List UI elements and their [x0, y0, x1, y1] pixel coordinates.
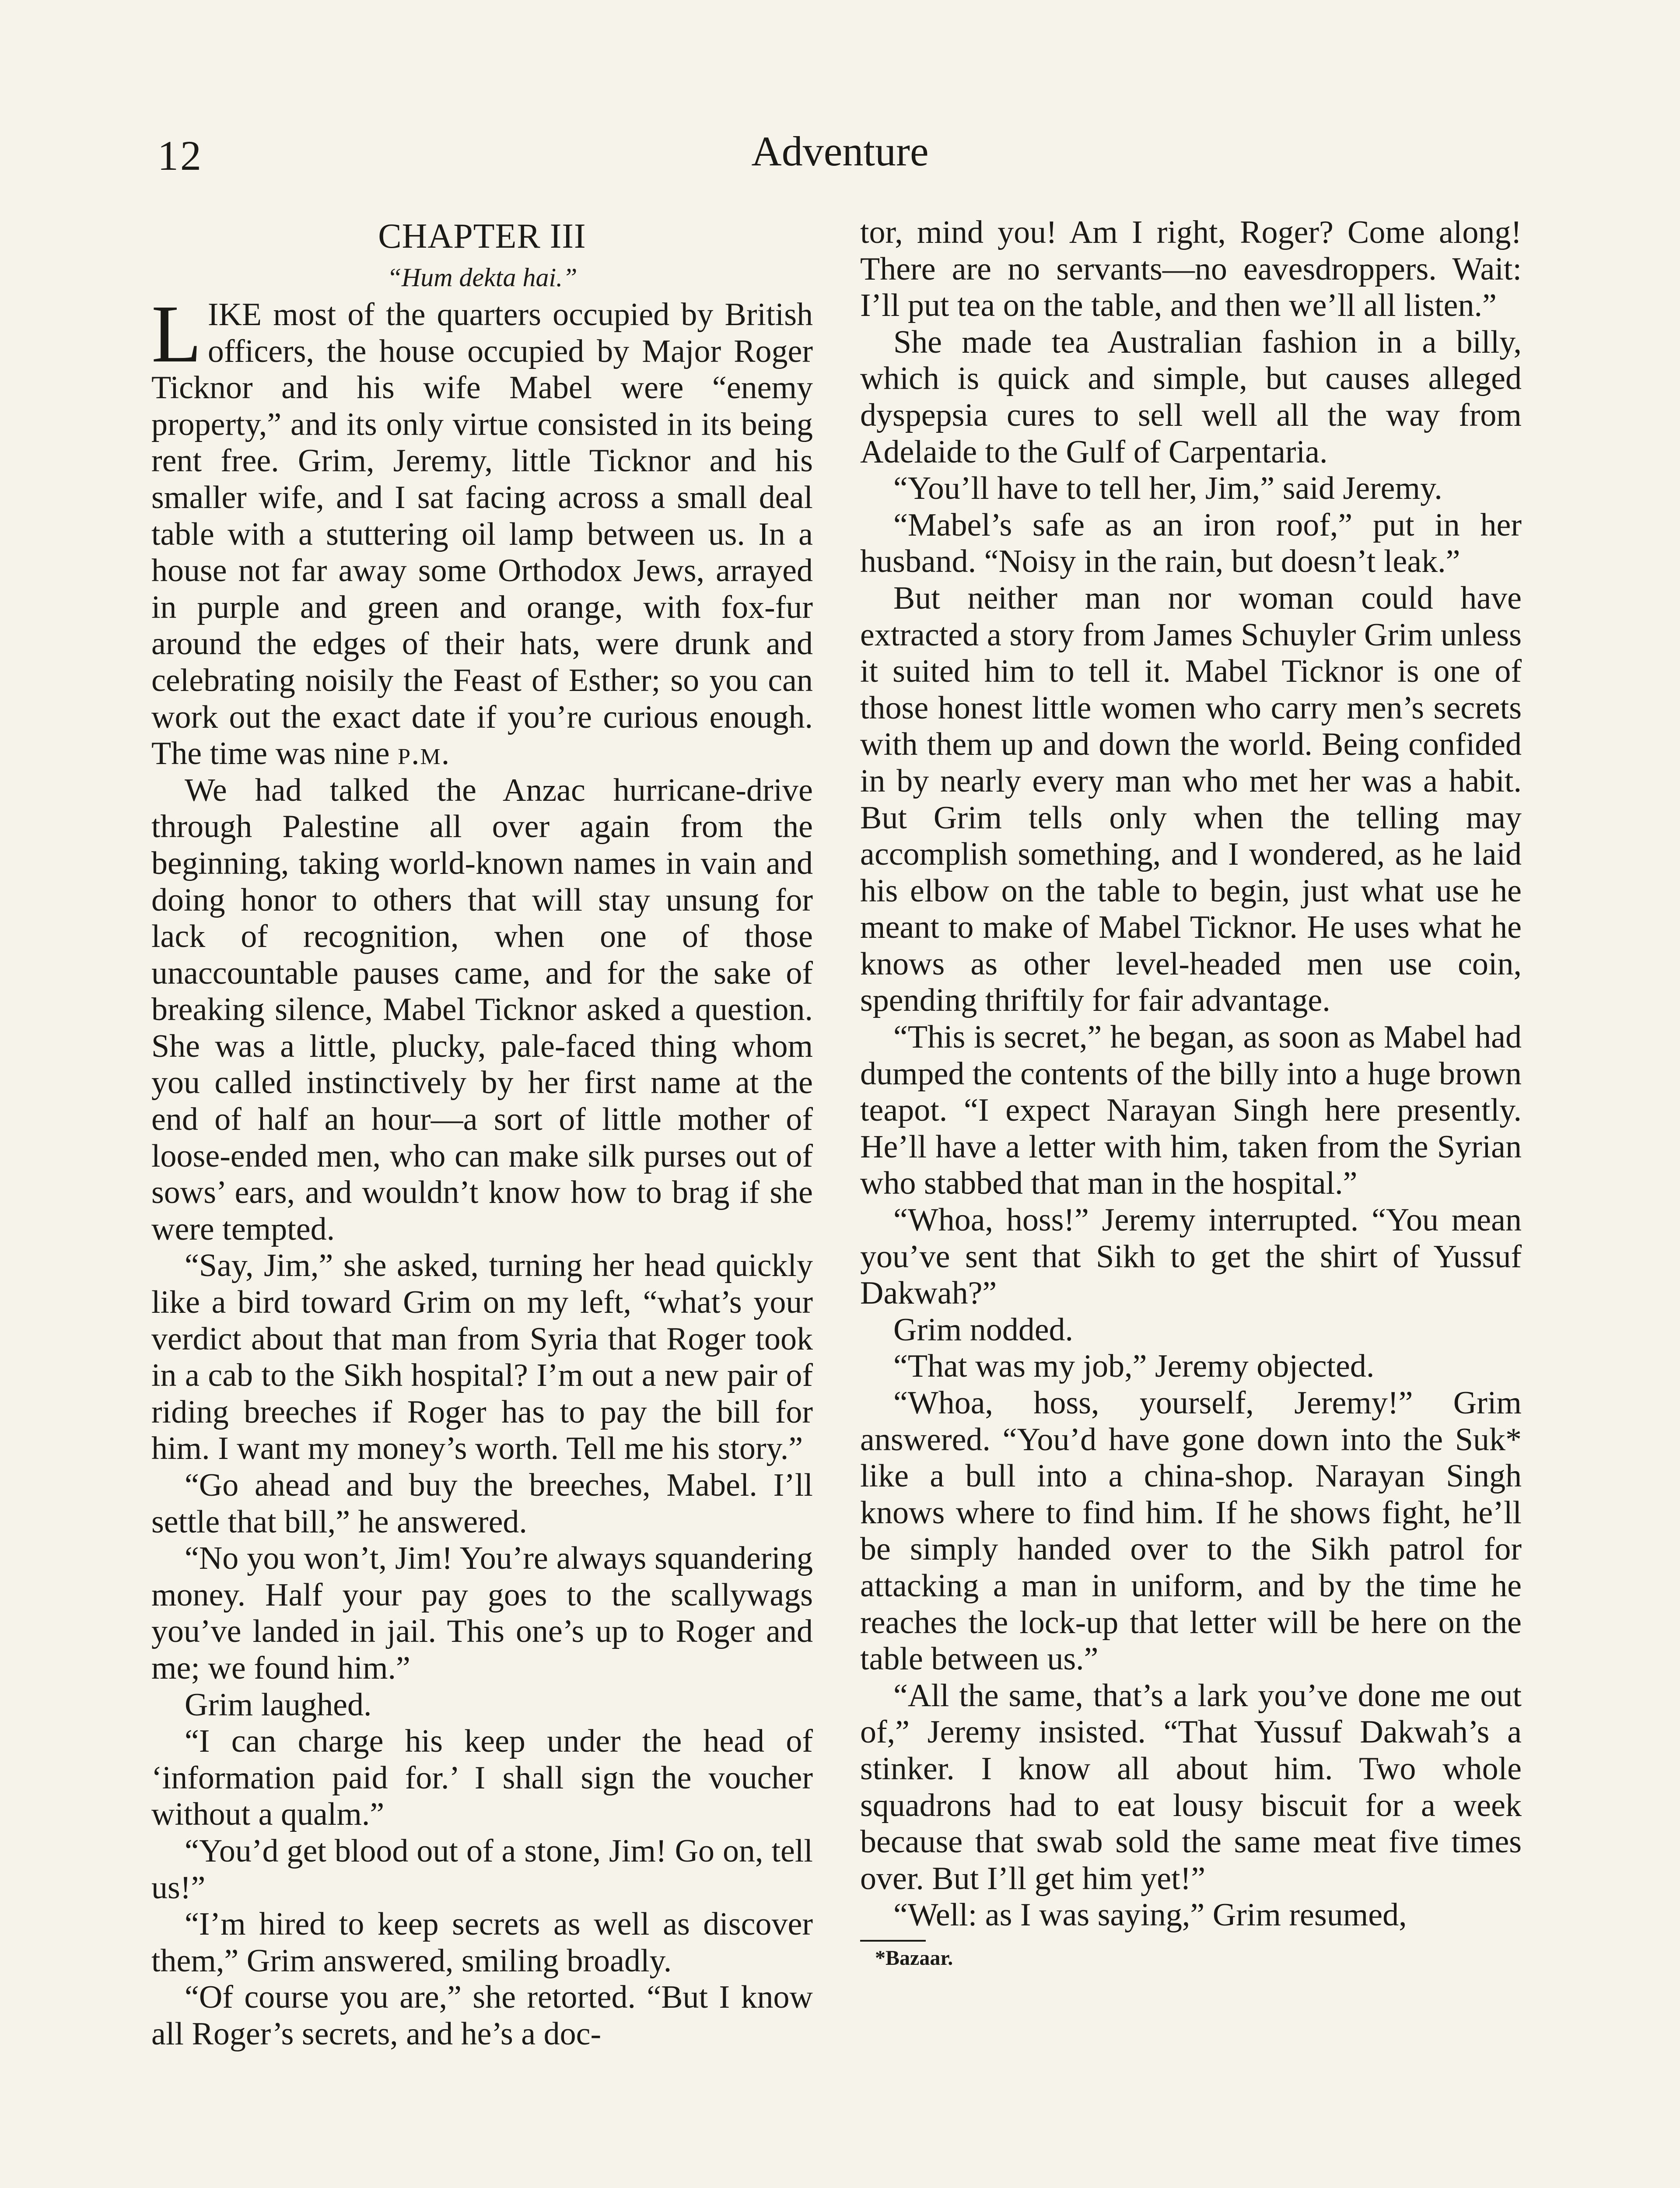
paragraph: Grim laughed.	[185, 1687, 372, 1723]
paragraph: “That was my job,” Jeremy objected.	[893, 1348, 1375, 1385]
right-column	[860, 214, 1522, 1971]
paragraph: “I can charge his keep under the head of ‘information paid for.’ I shall sign the voucher without a qualm.”	[151, 1723, 813, 1833]
footnote-rule	[860, 1940, 926, 1942]
chapter-title: CHAPTER III	[378, 217, 586, 256]
paragraph: “All the same, that’s a lark you’ve done me out of,” Jeremy insisted. “That Yussuf Dakwah’s a stinker. I know all about him. Two whole squadrons had to eat lousy biscuit for a week because that swab sold the same meat five times over. But I’ll get him yet!”	[860, 1677, 1522, 1897]
footnote: *Bazaar.	[875, 1946, 953, 1970]
paragraph: “Go ahead and buy the breeches, Mabel. I’ll settle that bill,” he answered.	[151, 1467, 813, 1540]
paragraph: “Of course you are,” she retorted. “But I know all Roger’s secrets, and he’s a doc-	[151, 1979, 813, 2052]
magazine-title: Adventure	[751, 128, 929, 175]
paragraph: Grim nodded.	[893, 1311, 1074, 1348]
paragraph: “You’ll have to tell her, Jim,” said Jeremy.	[893, 470, 1442, 507]
paragraph: But neither man nor woman could have extracted a story from James Schuyler Grim unless it suited him to tell it. Mabel Ticknor is one of those honest little women who carry men’s secrets with them up and down the world. Being confided in by nearly every man who met her was a habit. But Grim tells only when the telling may accomplish something, and I wondered, as he laid his elbow on the table to begin, just what use he meant to make of Mabel Ticknor. He uses what he knows as other level-headed men use coin, spending thriftily for fair advantage.	[860, 580, 1522, 1019]
paragraph: “Whoa, hoss!” Jeremy interrupted. “You mean you’ve sent that Sikh to get the shirt of Yussuf Dakwah?”	[860, 1202, 1522, 1311]
paragraph: “You’d get blood out of a stone, Jim! Go on, tell us!”	[151, 1833, 813, 1906]
paragraph: She made tea Australian fashion in a billy, which is quick and simple, but causes alleged dyspepsia cures to sell well all the way from Adelaide to the Gulf of Carpentaria.	[860, 324, 1522, 470]
paragraph: We had talked the Anzac hurricane-drive through Palestine all over again from the beginning, taking world-known names in vain and doing honor to others that will stay unsung for lack of recognition, when one of those unaccountable pauses came, and for the sake of breaking silence, Mabel Ticknor asked a question. She was a little, plucky, pale-faced thing whom you called instinctively by her first name at the end of half an hour—a sort of little mother of loose-ended men, who can make silk purses out of sows’ ears, and wouldn’t know how to brag if she were tempted.	[151, 772, 813, 1247]
paragraph-text: IKE most of the quarters occupied by British officers, the house occupied by Major Roger Ticknor and his wife Mabel were “enemy property,” and its only virtue consisted in its being rent free. Grim, Jeremy, little Ticknor and his smaller wife, and I sat facing across a small deal table with a stuttering oil lamp between us. In a house not far away some Orthodox Jews, arrayed in purple and green and orange, with fox-fur around the edges of their hats, were drunk and celebrating noisily the Feast of Esther; so you can work out the exact date if you’re curious enough. The time was nine	[151, 297, 813, 772]
chapter-epigraph: “Hum dekta hai.”	[387, 263, 578, 292]
paragraph: “This is secret,” he began, as soon as Mabel had dumped the contents of the billy into a huge brown teapot. “I expect Narayan Singh here presently. He’ll have a letter with him, taken from the Syrian who stabbed that man in the hospital.”	[860, 1019, 1522, 1202]
left-column	[151, 214, 813, 2053]
paragraph: “Mabel’s safe as an iron roof,” put in her husband. “Noisy in the rain, but doesn’t leak.”	[860, 507, 1522, 580]
paragraph	[151, 288, 813, 772]
paragraph: “I’m hired to keep secrets as well as discover them,” Grim answered, smiling broadly.	[151, 1906, 813, 1979]
paragraph: tor, mind you! Am I right, Roger? Come along! There are no servants—no eavesdroppers. Wait: I’ll put tea on the table, and then we’ll all listen.”	[860, 214, 1522, 324]
drop-cap: L	[151, 288, 202, 379]
page-header	[149, 127, 1540, 188]
paragraph: “Well: as I was saying,” Grim resumed,	[893, 1897, 1407, 1933]
paragraph: “Say, Jim,” she asked, turning her head quickly like a bird toward Grim on my left, “what’s your verdict about that man from Syria that Roger took in a cab to the Sikh hospital? I’m out a new pair of riding breeches if Roger has to pay the bill for him. I want my money’s worth. Tell me his story.”	[151, 1248, 813, 1467]
page-number: 12	[158, 132, 203, 179]
paragraph: “No you won’t, Jim! You’re always squandering money. Half your pay goes to the scallywags you’ve landed in jail. This one’s up to Roger and me; we found him.”	[151, 1540, 813, 1686]
time-abbreviation: p.m.	[398, 736, 451, 772]
paragraph: “Whoa, hoss, yourself, Jeremy!” Grim answered. “You’d have gone down into the Suk* like a bull into a china-shop. Narayan Singh knows where to find him. If he shows fight, he’ll be simply handed over to the Sikh patrol for attacking a man in uniform, and by the time he reaches the lock-up that letter will be here on the table between us.”	[860, 1385, 1522, 1677]
